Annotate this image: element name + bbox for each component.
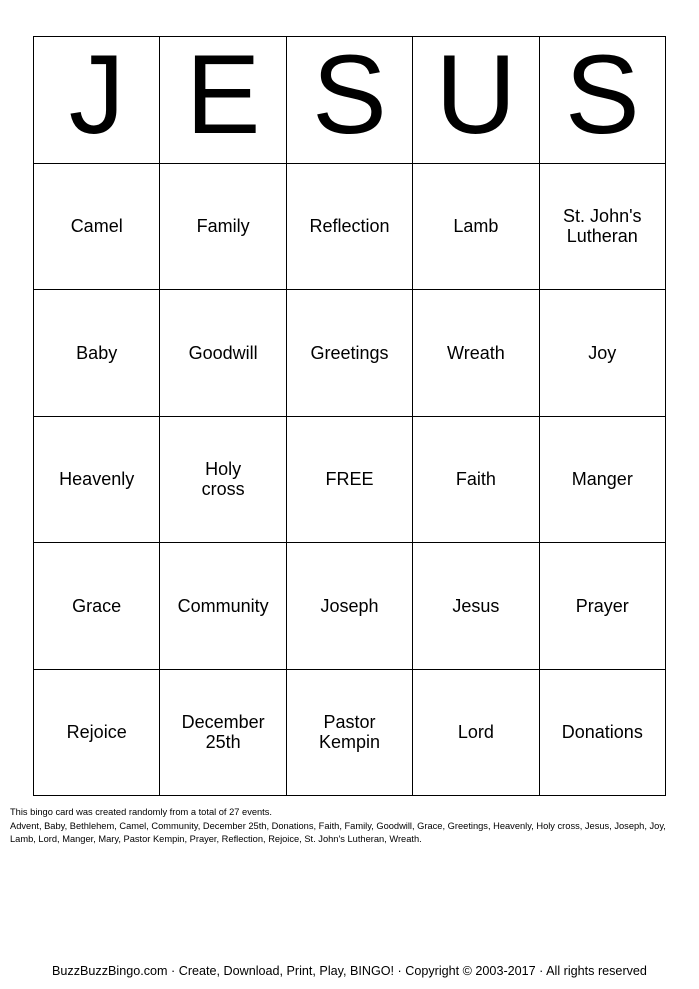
cell-text: Prayer	[575, 595, 629, 616]
cell-text: Jesus	[452, 595, 500, 616]
cell-text: Manger	[571, 469, 633, 490]
bingo-cell	[287, 164, 413, 291]
bingo-cell	[540, 670, 666, 797]
cell-text: Heavenly	[59, 469, 135, 490]
header-letter-u: U	[413, 37, 539, 164]
bingo-cell	[287, 290, 413, 417]
cell-text: Donations	[561, 722, 643, 743]
bingo-cell	[34, 543, 160, 670]
event-footnote	[10, 806, 690, 847]
bingo-cell	[540, 543, 666, 670]
cell-text: Faith	[455, 469, 496, 490]
header-letter-e: E	[160, 37, 286, 164]
cell-text: Community	[177, 595, 269, 616]
bingo-cell	[287, 670, 413, 797]
header-letter-j: J	[34, 37, 160, 164]
cell-text: Camel	[70, 216, 123, 237]
cell-text: St. John's Lutheran	[563, 206, 642, 247]
bingo-cell	[413, 670, 539, 797]
cell-text: December 25th	[181, 712, 265, 753]
bingo-cell	[34, 164, 160, 291]
cell-text: Grace	[72, 595, 122, 616]
cell-text: Reflection	[309, 216, 390, 237]
bingo-cell	[540, 164, 666, 291]
bingo-cell	[287, 543, 413, 670]
bingo-cell	[160, 290, 286, 417]
bingo-cell	[160, 164, 286, 291]
bingo-cell	[540, 290, 666, 417]
cell-text: FREE	[325, 469, 374, 490]
cell-text: Goodwill	[188, 342, 258, 363]
site-footer: BuzzBuzzBingo.com · Create, Download, Print, Play, BINGO! · Copyright © 2003-2017 · All rights reserved	[52, 964, 647, 978]
bingo-cell	[160, 417, 286, 544]
header-letter-s2: S	[540, 37, 666, 164]
bingo-cell	[413, 543, 539, 670]
bingo-cell	[160, 670, 286, 797]
cell-text: Joseph	[320, 595, 379, 616]
bingo-cell	[34, 417, 160, 544]
cell-text: Greetings	[310, 342, 389, 363]
cell-text: Lamb	[453, 216, 499, 237]
bingo-cell	[413, 164, 539, 291]
cell-text: Baby	[76, 342, 118, 363]
bingo-cell	[413, 417, 539, 544]
cell-text: Lord	[457, 722, 494, 743]
cell-text: Family	[196, 216, 250, 237]
free-space-cell	[287, 417, 413, 544]
cell-text: Pastor Kempin	[318, 712, 380, 753]
cell-text: Rejoice	[66, 722, 127, 743]
bingo-cell	[540, 417, 666, 544]
footnote-intro: This bingo card was created randomly from a total of 27 events.	[10, 807, 272, 817]
bingo-cell	[160, 543, 286, 670]
header-letter-s: S	[287, 37, 413, 164]
bingo-cell	[34, 290, 160, 417]
cell-text: Holy cross	[201, 459, 245, 500]
footnote-event-list: Advent, Baby, Bethlehem, Camel, Community, December 25th, Donations, Faith, Family, Goodwill, Grace, Greetings, Heavenly, Holy cross, Jesus, Joseph, Joy, Lamb, Lord, Manger, Mary, Pastor Kempin, Prayer, Reflection, Rejoice, St. John's Lutheran, Wreath.	[10, 820, 666, 844]
bingo-cell	[34, 670, 160, 797]
cell-text: Wreath	[447, 342, 505, 363]
cell-text: Joy	[588, 342, 617, 363]
bingo-card	[33, 31, 666, 796]
bingo-cell	[413, 290, 539, 417]
